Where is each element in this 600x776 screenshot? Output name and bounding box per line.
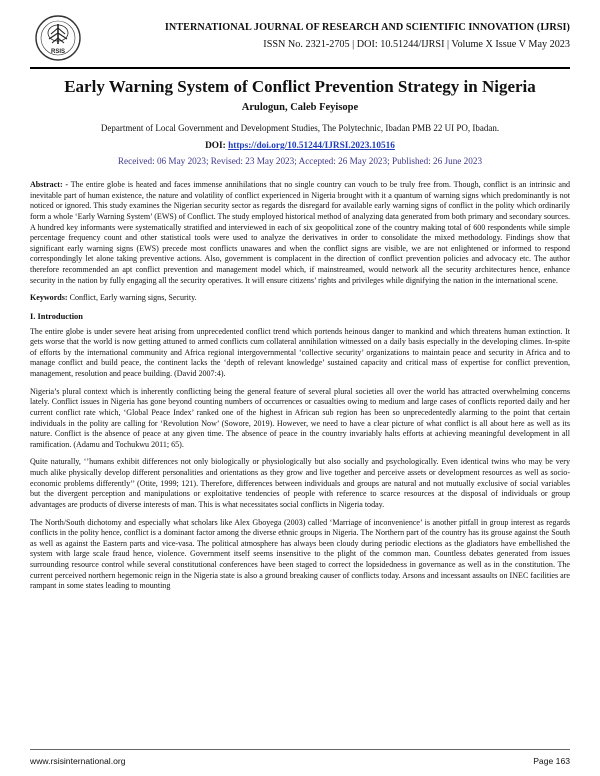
journal-header [30, 14, 570, 72]
doi-link[interactable]: https://doi.org/10.51244/IJRSI.2023.10516 [228, 141, 395, 151]
footer-divider [30, 749, 570, 750]
publication-dates: Received: 06 May 2023; Revised: 23 May 2023; Accepted: 26 May 2023; Published: 26 June 2023 [117, 156, 483, 166]
keywords [30, 293, 570, 304]
paragraph: The entire globe is under severe heat arising from unprecedented conflict trend which portends heinous danger to mankind and which threatens human extinction. It gets worse that the world is now getting attuned to armed conflicts cum collateral annihilation witnessed on a daily basis especially in the developing climes. In-spite of efforts by the international community and Africa regional intergovernmental ‘collective security’ organizations to maintain peace and security in Africa and to manage conflict and build peace, the continent lacks the ‘depth of relevant knowledge’ sustained capacity and critical mass of expertise for conflict prevention, management, resolution and peace building. (David 2007:4). [30, 326, 570, 378]
keywords-text: Conflict, Early warning signs, Security. [67, 293, 197, 303]
doi-line [20, 141, 580, 151]
journal-logo-icon [34, 14, 82, 62]
abstract [30, 180, 570, 286]
author-affiliation: Department of Local Government and Development Studies, The Polytechnic, Ibadan PMB 22 UI PO, Ibadan. [100, 123, 500, 133]
footer-website: www.rsisinternational.org [30, 756, 126, 766]
doi-label: DOI: [205, 141, 229, 151]
header-divider [30, 67, 570, 69]
svg-text:RSIS: RSIS [50, 49, 66, 55]
abstract-label: Abstract: - [30, 180, 69, 189]
abstract-text: The entire globe is heated and faces immense annihilations that no single country can vouch to be truly free from. Though, conflict is an intrinsic and inevitable part of human existence, the nature and volatility of conflict experienced in Nigeria brought with it a quantum of warning signs which predominantly is not noticed or ignored. This study examines the Nigerian security sector as regards the disregard for available early warning signs of conflict in the polity which ordinarily form a whole ‘Early Warning System’ (EWS) of Conflict. The study employed historical method of analyzing data generated from both primary and secondary sources. A hundred key informants were systematically stratified and interviewed in each of six geopolitical zone of the country making total of 600 respondents while simple percentage frequency count and other statistical tools were used to analyze the derivatives in order to consolidate the mixed methodology. Findings show that significant early warning signs (EWS) precede most conflicts unawares and when the conflict signs are visible, we are not enlightened or informed to respond correspondingly let alone taking preventive actions. Also, government is complacent in the direction of conflict prevention policies and advocacy etc. The author therefore recommended an apt conflict prevention and management model which, if mainstreamed, would network all the security architectures hence, enhance security in the nation by fully engaging all the security operatives. It will ensure citizens’ rights and privileges while dignifying the nation in the international scene. [30, 180, 570, 285]
paragraph: Quite naturally, ‘’humans exhibit differences not only biologically or physiologically but also socially and psychologically. Even identical twins who may be very much alike physically develop different personalities and orientations as they grow and live together and perceive assets or development resources as well as socio-economic problems differently’’ (Otite, 1999; 121). Therefore, differences between individuals and groups are natural and not mutually exclusive of social variables but the divergent perception and manipulations or exploitative tendencies of people with reference to scarce resources at the disposal of individuals or group advantages are products of diverse interests of man. This is what necessitates social conflicts in Nigeria today. [30, 457, 570, 509]
footer-page-number: Page 163 [533, 756, 570, 766]
paragraph: The North/South dichotomy and especially what scholars like Alex Gboyega (2003) called ‘Marriage of inconvenience’ is another pitfall in group interest as regards conflicts in the polity hence, conflict is a dominant factor among the diverse ethnic groups in Nigeria. The Northern part of the country has its grouse against the South as well as against the Eastern parts and vice-vasa. The political atmosphere has always been cloudy during periodic elections as the gladiators have embellished the system with large scale fraud hence, violence. Government itself seems insensitive to the plight of the common man. Countless debates generated from issues surrounding resource control while several constitutional conferences have been staged to correct the lopsidedness in governance as well as in the constitution. The current perceived northern hegemonic reign in the Nigeria state is also a ground breaking causer of conflicts today. Arsons and incessant assaults on INEC facilities are rampant in some states leading to mounting [30, 517, 570, 591]
article-title: Early Warning System of Conflict Prevention Strategy in Nigeria [64, 77, 536, 96]
keywords-label: Keywords: [30, 293, 68, 303]
paragraph: Nigeria’s plural context which is inherently conflicting being the general feature of several plural societies all over the world has attracted overwhelming concerns lately. Conflict issues in Nigeria has gone beyond counting numbers of occurrences or casualties owing to medium and large cases of conflicts reported daily and her current conflict rate which, ‘Global Peace Index’ ranked one of the highest in African sub region has been so unprecedentedly alarming to the point that certain individuals in the polity are calling for ‘Revolution Now’ (Sowore, 2019). However, we need to have a clear picture of what conflict is all about here as well as its nature. Conflict is the absence of peace at any given time. The absence of peace in the country invariably halts efforts at achieving meaningful development in all ramification. (Adamu and Tochukwu 2011; 65). [30, 386, 570, 449]
article-body [30, 180, 570, 599]
section-heading: I. Introduction [30, 311, 83, 321]
issn-line: ISSN No. 2321-2705 | DOI: 10.51244/IJRSI | Volume X Issue V May 2023 [263, 39, 570, 50]
journal-name: INTERNATIONAL JOURNAL OF RESEARCH AND SCIENTIFIC INNOVATION (IJRSI) [164, 22, 570, 33]
article-author: Arulogun, Caleb Feyisope [241, 102, 359, 113]
